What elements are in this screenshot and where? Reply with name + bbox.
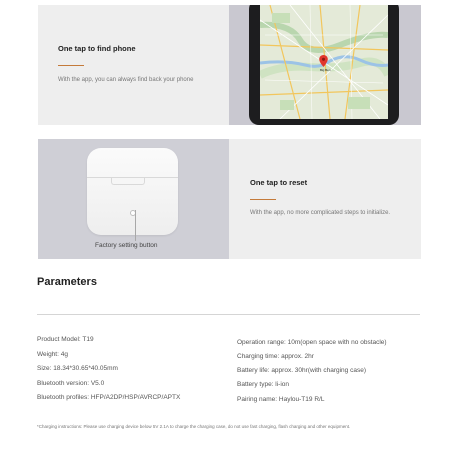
spec-item: Bluetooth profiles: HFP/A2DP/HSP/AVRCP/APTX [37,394,181,401]
spec-item: Battery type: li-ion [237,381,290,388]
feature-description: With the app, you can always find back your phone [58,77,194,83]
feature-description: With the app, no more complicated steps to initialize. [250,210,391,216]
map-pin-icon [319,55,328,67]
feature-title: One tap to find phone [58,44,136,53]
case-lid-notch [111,177,145,185]
phone-map-image [229,5,421,125]
feature-text-block [229,139,421,259]
product-callout-label: Factory setting button [95,242,158,249]
feature-text-block [38,5,230,125]
spec-item: Product Model: T19 [37,336,94,343]
spec-item: Bluetooth version: V5.0 [37,380,105,387]
callout-line [135,210,136,241]
spec-item: Pairing name: Haylou-T19 R/L [237,396,325,403]
accent-divider [250,199,276,200]
spec-item: Battery life: approx. 30hr(with charging case) [237,367,366,374]
charging-note: *Charging instructions: Please use charging device below 5V 2.1A to charge the charging case, do not use fast charging, flash charging and other equipment. [37,424,351,429]
spec-item: Operation range: 10m(open space with no obstacle) [237,339,387,346]
spec-item: Charging time: approx. 2hr [237,353,314,360]
charging-case-image [38,139,229,259]
spec-item: Weight: 4g [37,351,68,358]
spec-item: Size: 18.34*30.65*40.05mm [37,365,118,372]
map-screen [260,5,388,119]
feature-card-reset [38,139,421,259]
parameters-heading: Parameters [37,276,97,288]
feature-card-find-phone [38,5,421,125]
phone-frame [249,5,399,125]
map-pin-label: Big Ben [320,68,331,72]
parameters-divider [37,314,420,315]
feature-title: One tap to reset [250,178,308,187]
charging-case [87,148,178,235]
accent-divider [58,65,84,66]
